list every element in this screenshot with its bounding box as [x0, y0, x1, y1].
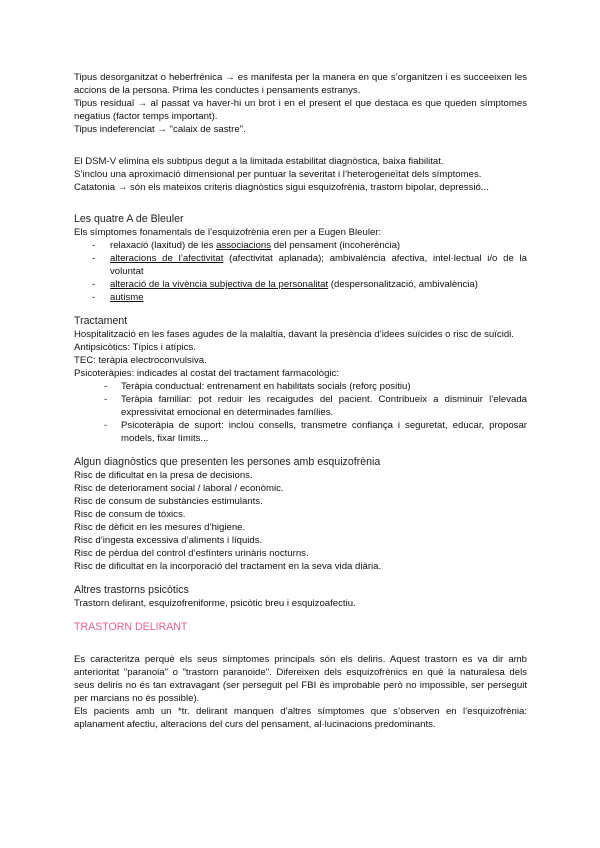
list-item: - relaxació (laxitud) de les associacions del pensament (incoherència) [74, 239, 527, 252]
bleuler-list [74, 239, 527, 304]
tractament-heading: Tractament [74, 315, 128, 327]
trastorn-delirant-heading: TRASTORN DELIRANT [74, 621, 188, 633]
bleuler-intro: Els símptomes fonamentals de l’esquizofrènia eren per a Eugen Bleuler: [74, 227, 382, 238]
list-item: - Teràpia conductual: entrenament en habilitats socials (reforç positiu) [74, 380, 527, 393]
altres-line: Trastorn delirant, esquizofreniforme, psicòtic breu i esquizoafectiu. [74, 598, 356, 609]
list-item: - alteracions de l’afectivitat (afectivitat aplanada); ambivalència afectiva, intel·lectual i/o de la voluntat [74, 252, 527, 278]
diagnostic-line: Risc d’ingesta excessiva d’aliments i líquids. [74, 535, 263, 546]
tractament-line-4: Psicoteràpies: indicades al costat del tractament farmacològic: [74, 368, 340, 379]
underlined-term: alteracions de l’afectivitat [110, 253, 224, 264]
diagnostic-line: Risc de deteriorament social / laboral / econòmic. [74, 483, 284, 494]
diagnostics-heading: Algun diagnòstics que presenten les persones amb esquizofrènia [74, 456, 381, 468]
diagnostic-line: Risc de dèficit en les mesures d’higiene. [74, 522, 246, 533]
dsm-line-2: S’inclou una aproximació dimensional per puntuar la severitat i l’heterogeneïtat dels símptomes. [74, 169, 482, 180]
underlined-term: associacions [216, 240, 272, 251]
altres-heading: Altres trastorns psicòtics [74, 584, 189, 596]
intro-paragraph-1: Tipus desorganitzat o heberfrènica → es manifesta per la manera en que s’organitzen i es succeeixen les accions de la persona. Prima les conductes i pensaments estranys. [74, 72, 527, 96]
intro-paragraph-3: Tipus indeferenciat → "calaix de sastre". [74, 124, 246, 135]
dsm-line-1: El DSM-V elimina els subtipus degut a la limitada estabilitat diagnòstica, baixa fiabilitat. [74, 156, 444, 167]
underlined-term: autisme [110, 292, 144, 303]
tractament-line-2: Antipsicòtics: Típics i atípics. [74, 342, 196, 353]
document-page [74, 71, 527, 731]
underlined-term: alteració de la vivència subjectiva de la personalitat [110, 279, 329, 290]
diagnostic-line: Risc de pèrdua del control d’esfínters urinàris nocturns. [74, 548, 309, 559]
diagnostic-line: Risc de dificultat en la presa de decisions. [74, 470, 253, 481]
list-item [74, 291, 527, 304]
tractament-line-3: TEC: teràpia electroconvulsiva. [74, 355, 207, 366]
list-item: - alteració de la vivència subjectiva de la personalitat (despersonalització, ambivalència) [74, 278, 527, 291]
psicoterapies-list [74, 380, 527, 445]
delirant-paragraph-1: Es caracteritza perquè els seus símptomes principals són els deliris. Aquest trastorn es va dir amb anterioritat "paranoia" o "trastorn paranoide". Difereixen dels esquizofrènics en què la naturalesa dels seus deliris no és tan extravagant (ser perseguit pel FBI és improbable però no impossible, ser perseguit per marcians no és possible). [74, 654, 527, 704]
bleuler-heading: Les quatre A de Bleuler [74, 213, 184, 225]
diagnostic-line: Risc de dificultat en la incorporació del tractament en la seva vida diària. [74, 561, 382, 572]
dsm-line-3: Catatonia → són els mateixos criteris diagnòstics sigui esquizofrènia, trastorn bipolar, depressió... [74, 182, 489, 193]
tractament-line-1: Hospitalització en les fases agudes de la malaltia, davant la presència d’idees suïcides o risc de suïcidi. [74, 329, 514, 340]
diagnostic-line: Risc de consum de tòxics. [74, 509, 186, 520]
list-item: - Teràpia familiar: pot reduir les recaigudes del pacient. Contribueix a disminuir l’elevada expressivitat emocional en determinades famílies. [74, 393, 527, 419]
diagnostic-line: Risc de consum de substàncies estimulants. [74, 496, 263, 507]
delirant-paragraph-2: Els pacients amb un *tr. delirant manquen d’altres símptomes que s’observen en l’esquizofrènia: aplanament afectiu, alteracions del curs del pensament, al·lucinacions predominants. [74, 706, 527, 730]
list-item: - Psicoteràpia de suport: inclou consells, transmetre confiança i seguretat, educar, proposar models, fixar límits... [74, 419, 527, 445]
intro-paragraph-2: Tipus residual → al passat va haver-hi un brot i en el present el que destaca es que queden símptomes negatius (factor temps important). [74, 98, 527, 122]
